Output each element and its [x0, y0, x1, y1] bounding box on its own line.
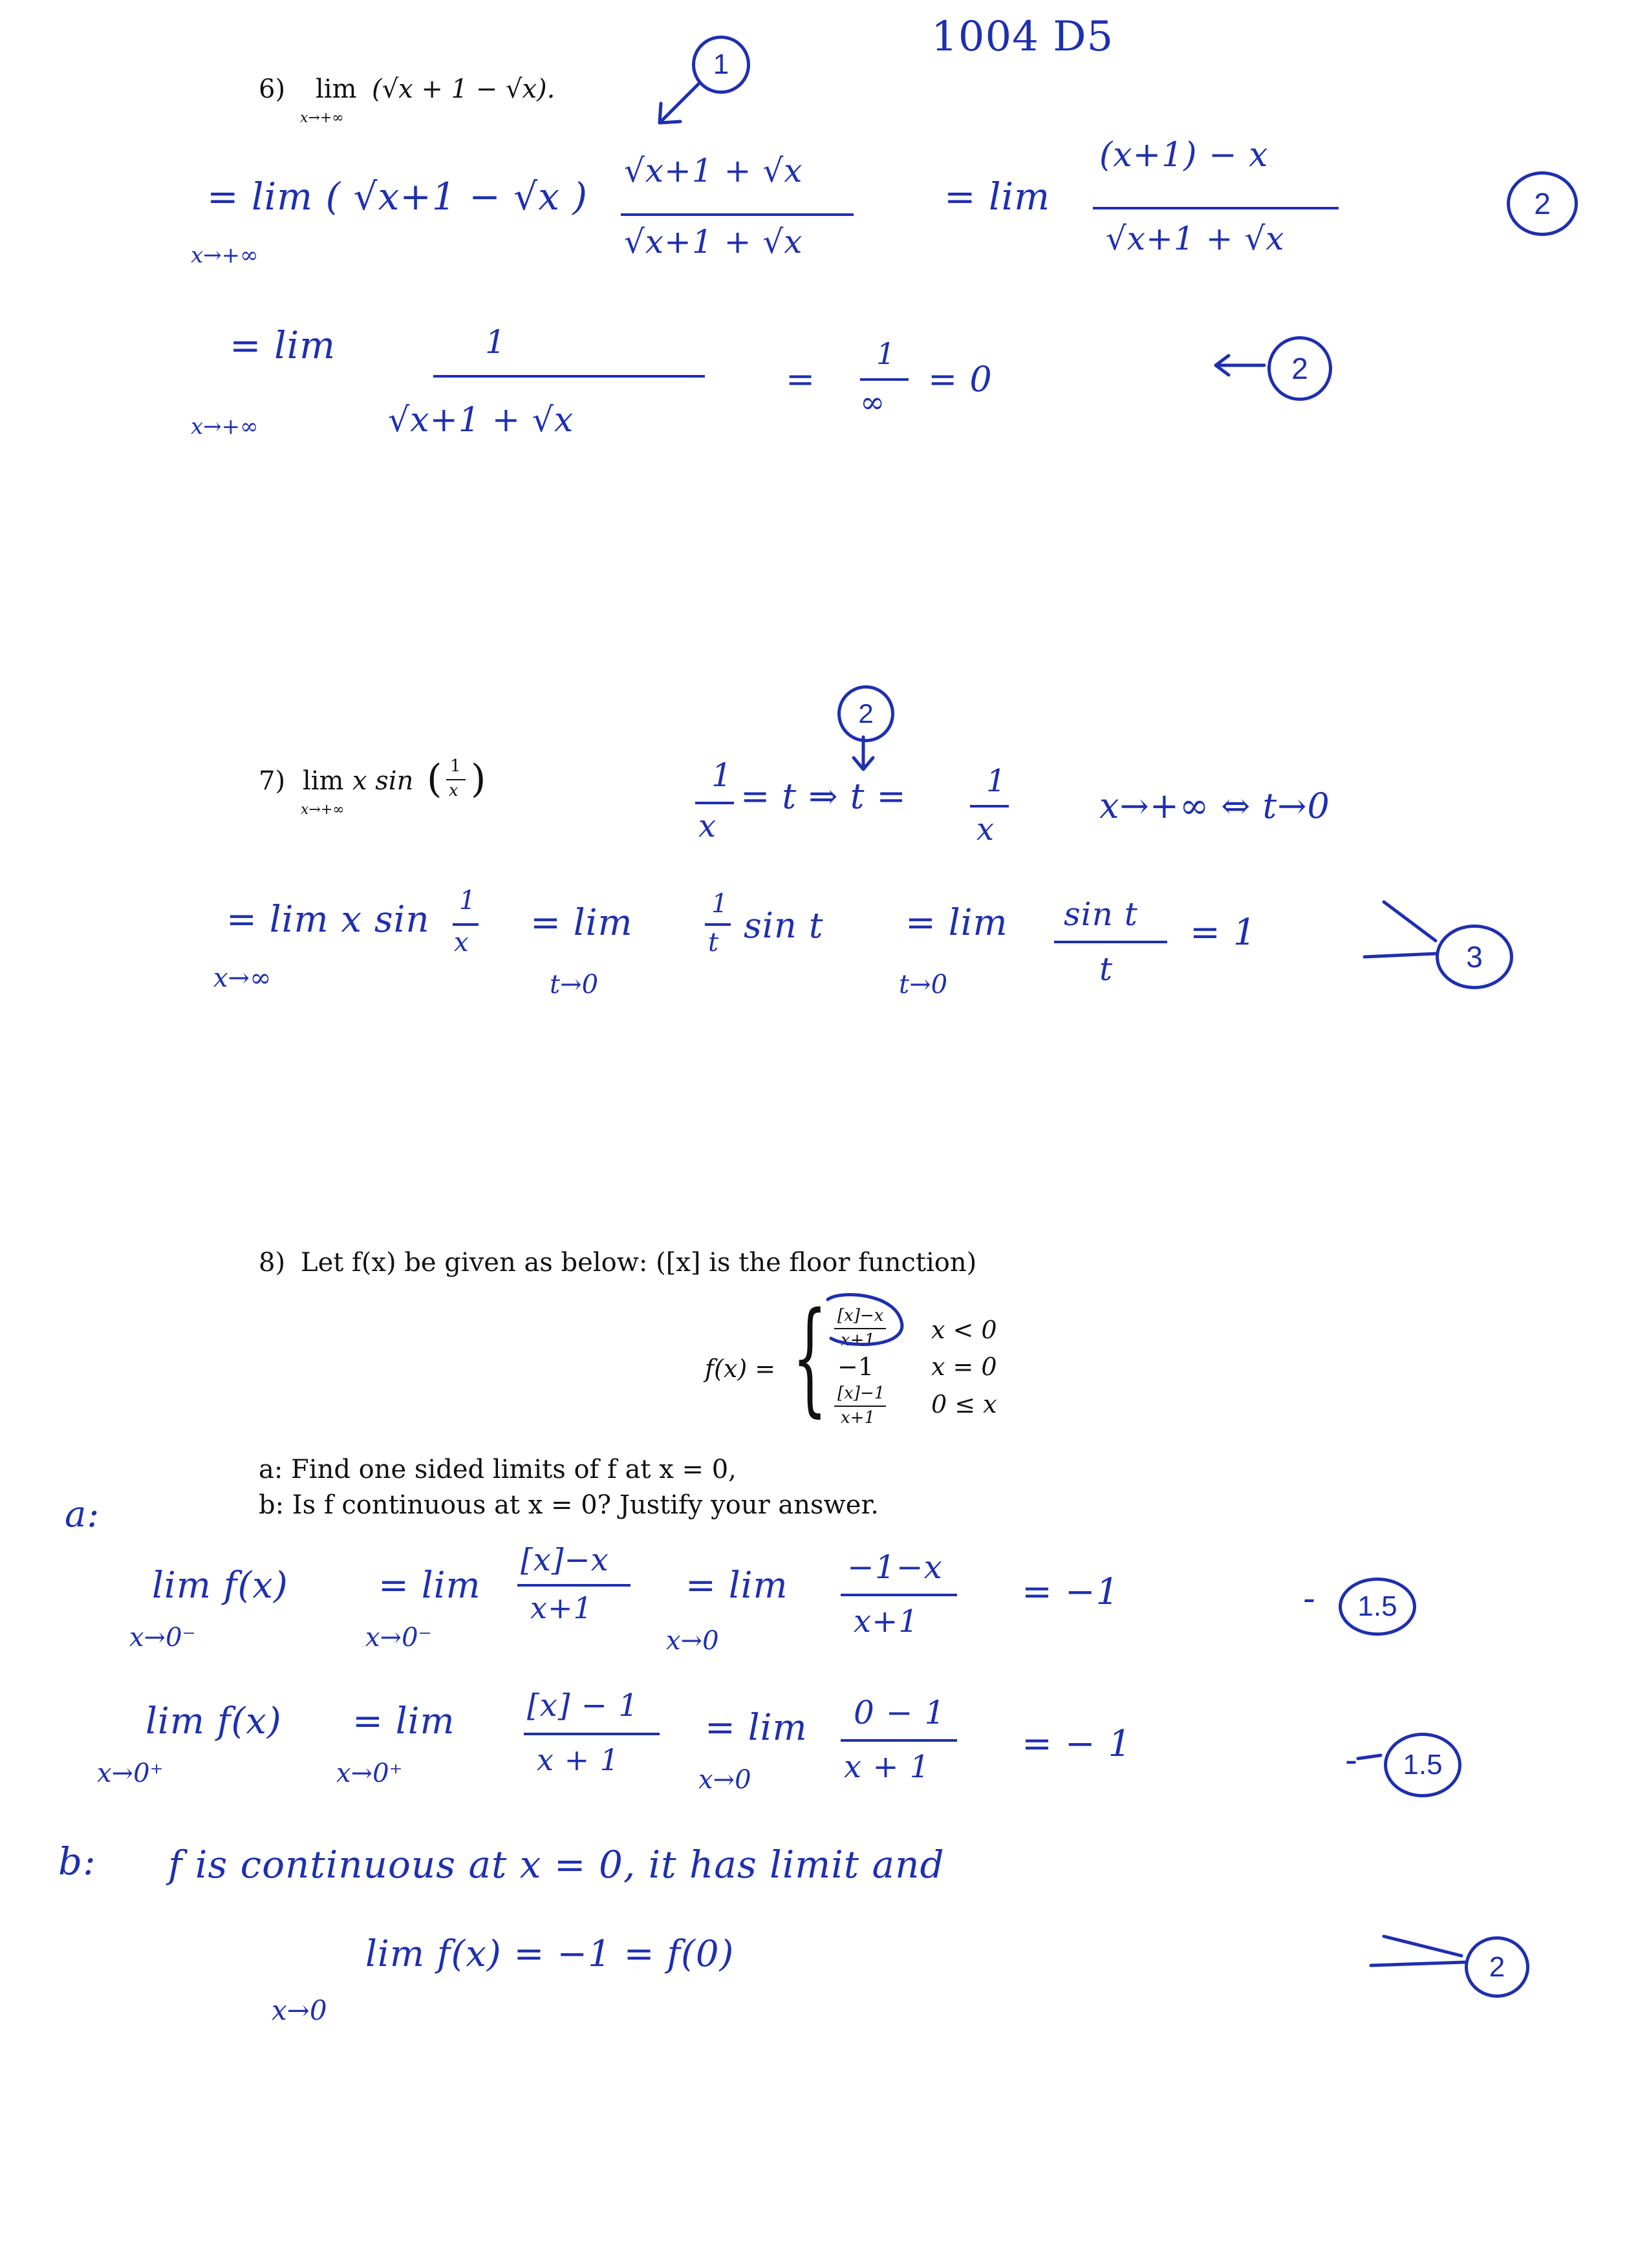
- q8-left-lhs-sub: x→0⁻: [129, 1623, 196, 1653]
- q6-step1-den2: √x+1 + √x: [1106, 220, 1285, 257]
- q7-line2-c-sub: t→0: [899, 970, 948, 1000]
- q7-sub-rhs-den: x: [976, 811, 995, 848]
- q6-lim: lim: [316, 74, 357, 104]
- q8-number: 8): [259, 1248, 286, 1278]
- q6-step1-eq: = lim: [944, 175, 1051, 219]
- q7-line2-b-frac-num: 1: [711, 889, 729, 919]
- q6-score-arrow: [1216, 356, 1264, 375]
- q7-expr-paren-close: ): [471, 756, 486, 802]
- q7-line2-a-num: 1: [459, 886, 477, 915]
- q8-b-score-arrow: [1371, 1936, 1465, 1965]
- q6-step2-result: = 0: [928, 359, 993, 400]
- q7-expr-paren: (: [427, 756, 442, 802]
- q6-step2-sub: x→+∞: [191, 414, 259, 440]
- q6-number: 6): [259, 74, 286, 104]
- q6-step2-rhs-num: 1: [876, 336, 896, 371]
- q7-line2-c-den: t: [1099, 950, 1114, 988]
- q6-score-bottom: 2: [1267, 336, 1332, 401]
- q8-right-score-arrow: [1358, 1755, 1381, 1759]
- q7-line2-b-sub: t→0: [550, 970, 599, 1000]
- q6-step2-lhs: = lim: [230, 323, 336, 367]
- q8-left-eq-sub: x→0⁻: [365, 1623, 432, 1653]
- q8-left-den2: x+1: [854, 1603, 919, 1640]
- q8-right-lhs: lim f(x): [146, 1700, 282, 1742]
- q8-case3-den: x+1: [841, 1408, 875, 1428]
- q6-step1-sub: x→+∞: [191, 242, 259, 268]
- q8-statement: Let f(x) be given as below: ([x] is the floor function): [301, 1248, 977, 1278]
- q7-down-arrow: [854, 737, 873, 769]
- q8-left-score-dash: -: [1303, 1578, 1316, 1620]
- q8-right-num2: 0 − 1: [854, 1694, 946, 1731]
- q6-circle-mark: 1: [692, 36, 750, 94]
- q8-left-result: = −1: [1022, 1571, 1120, 1613]
- q7-line2-a: = lim x sin: [226, 899, 430, 941]
- q8-right-eq2-sub: x→0: [698, 1765, 751, 1795]
- q8-part-b: b: Is f continuous at x = 0? Justify your answer.: [259, 1490, 879, 1520]
- q7-lim-sub: x→+∞: [301, 802, 345, 818]
- q6-arrow: [660, 84, 698, 123]
- q8-label-b: b:: [58, 1839, 96, 1883]
- q6-step1-lhs: = lim ( √x+1 − √x ): [207, 175, 588, 219]
- q8-answer-b2: lim f(x) = −1 = f(0): [365, 1933, 735, 1975]
- q8-answer-b: f is continuous at x = 0, it has limit and: [168, 1843, 945, 1887]
- q8-right-den: x + 1: [537, 1742, 620, 1777]
- q7-score: 3: [1436, 925, 1513, 989]
- q7-expr-x: x sin: [352, 766, 414, 796]
- q8-brace: {: [792, 1286, 828, 1429]
- q8-right-eq: = lim: [352, 1700, 455, 1742]
- q6-step2-rhs-den: ∞: [860, 385, 886, 420]
- q7-line2-b-frac-den: t: [708, 928, 720, 957]
- q8-right-score: 1.5: [1384, 1733, 1461, 1797]
- q8-right-score-dash: -: [1345, 1739, 1358, 1781]
- q8-case1-den: x+1: [841, 1331, 875, 1350]
- q7-line2-b-tail: sin t: [744, 905, 824, 946]
- q8-label-a: a:: [65, 1493, 100, 1535]
- q7-line2-a-den: x: [454, 928, 469, 957]
- q6-step2-eq-sign: =: [786, 359, 816, 400]
- q8-fx: f(x) =: [705, 1354, 776, 1383]
- q8-right-eq2: = lim: [705, 1707, 808, 1749]
- q8-case2-val: −1: [837, 1353, 874, 1381]
- q8-left-eq2-sub: x→0: [666, 1626, 719, 1656]
- q7-line2-c: = lim: [905, 902, 1008, 944]
- q7-sub-rhs-num: 1: [986, 763, 1007, 799]
- q7-sub-eq: = t ⇒ t =: [740, 776, 907, 817]
- q8-case1-circle: [828, 1295, 902, 1345]
- q7-lim: lim: [303, 766, 344, 796]
- q8-left-num: [x]−x: [521, 1542, 609, 1578]
- q7-number: 7): [259, 766, 286, 796]
- q8-score-b: 2: [1465, 1936, 1529, 1998]
- q7-sub-num: 1: [711, 756, 733, 794]
- q6-step2-den: √x+1 + √x: [388, 401, 574, 440]
- q8-right-eq-sub: x→0⁺: [336, 1759, 403, 1788]
- q8-right-den2: x + 1: [844, 1749, 931, 1785]
- q7-line2-b: = lim: [530, 902, 633, 944]
- q6-step1-num2: (x+1) − x: [1099, 136, 1269, 175]
- q7-line2-c-num: sin t: [1064, 895, 1138, 933]
- q6-expression: (√x + 1 − √x).: [372, 74, 555, 104]
- q8-left-num2: −1−x: [847, 1548, 943, 1586]
- q8-case3-cond: 0 ≤ x: [931, 1390, 997, 1418]
- q6-step1-num: √x+1 + √x: [624, 152, 803, 189]
- q8-right-result: = − 1: [1022, 1723, 1132, 1765]
- q8-left-den: x+1: [530, 1590, 593, 1625]
- q6-lim-sub: x→+∞: [300, 110, 344, 126]
- q8-part-a: a: Find one sided limits of f at x = 0,: [259, 1455, 737, 1484]
- q8-case1-cond: x < 0: [931, 1316, 997, 1344]
- q7-line2-result: = 1: [1190, 912, 1257, 954]
- q8-left-score: 1.5: [1339, 1578, 1416, 1636]
- q6-score-top: 2: [1507, 171, 1578, 236]
- q8-case3-num: [x]−1: [837, 1384, 885, 1403]
- q7-expr-arg-den: x: [449, 781, 458, 800]
- q8-left-eq2: = lim: [685, 1565, 788, 1607]
- q8-right-num: [x] − 1: [527, 1687, 639, 1724]
- q7-circle-mark: 2: [837, 685, 894, 742]
- q7-expr-arg-num: 1: [450, 756, 461, 776]
- q7-sub-den: x: [698, 808, 717, 844]
- q8-right-lhs-sub: x→0⁺: [97, 1759, 164, 1788]
- q6-step1-den: √x+1 + √x: [624, 223, 803, 261]
- q7-equivalence: x→+∞ ⇔ t→0: [1099, 786, 1330, 826]
- q7-score-arrow: [1364, 902, 1436, 957]
- q8-left-lhs: lim f(x): [152, 1565, 288, 1607]
- q7-line2-a-sub: x→∞: [213, 963, 272, 993]
- header-code: 1004 D5: [931, 13, 1114, 61]
- q8-answer-b2-sub: x→0: [272, 1995, 327, 2026]
- q8-case2-cond: x = 0: [931, 1353, 997, 1381]
- q8-left-eq: = lim: [378, 1565, 481, 1607]
- q6-step2-num: 1: [485, 323, 506, 361]
- q8-case1-num: [x]−x: [837, 1306, 884, 1325]
